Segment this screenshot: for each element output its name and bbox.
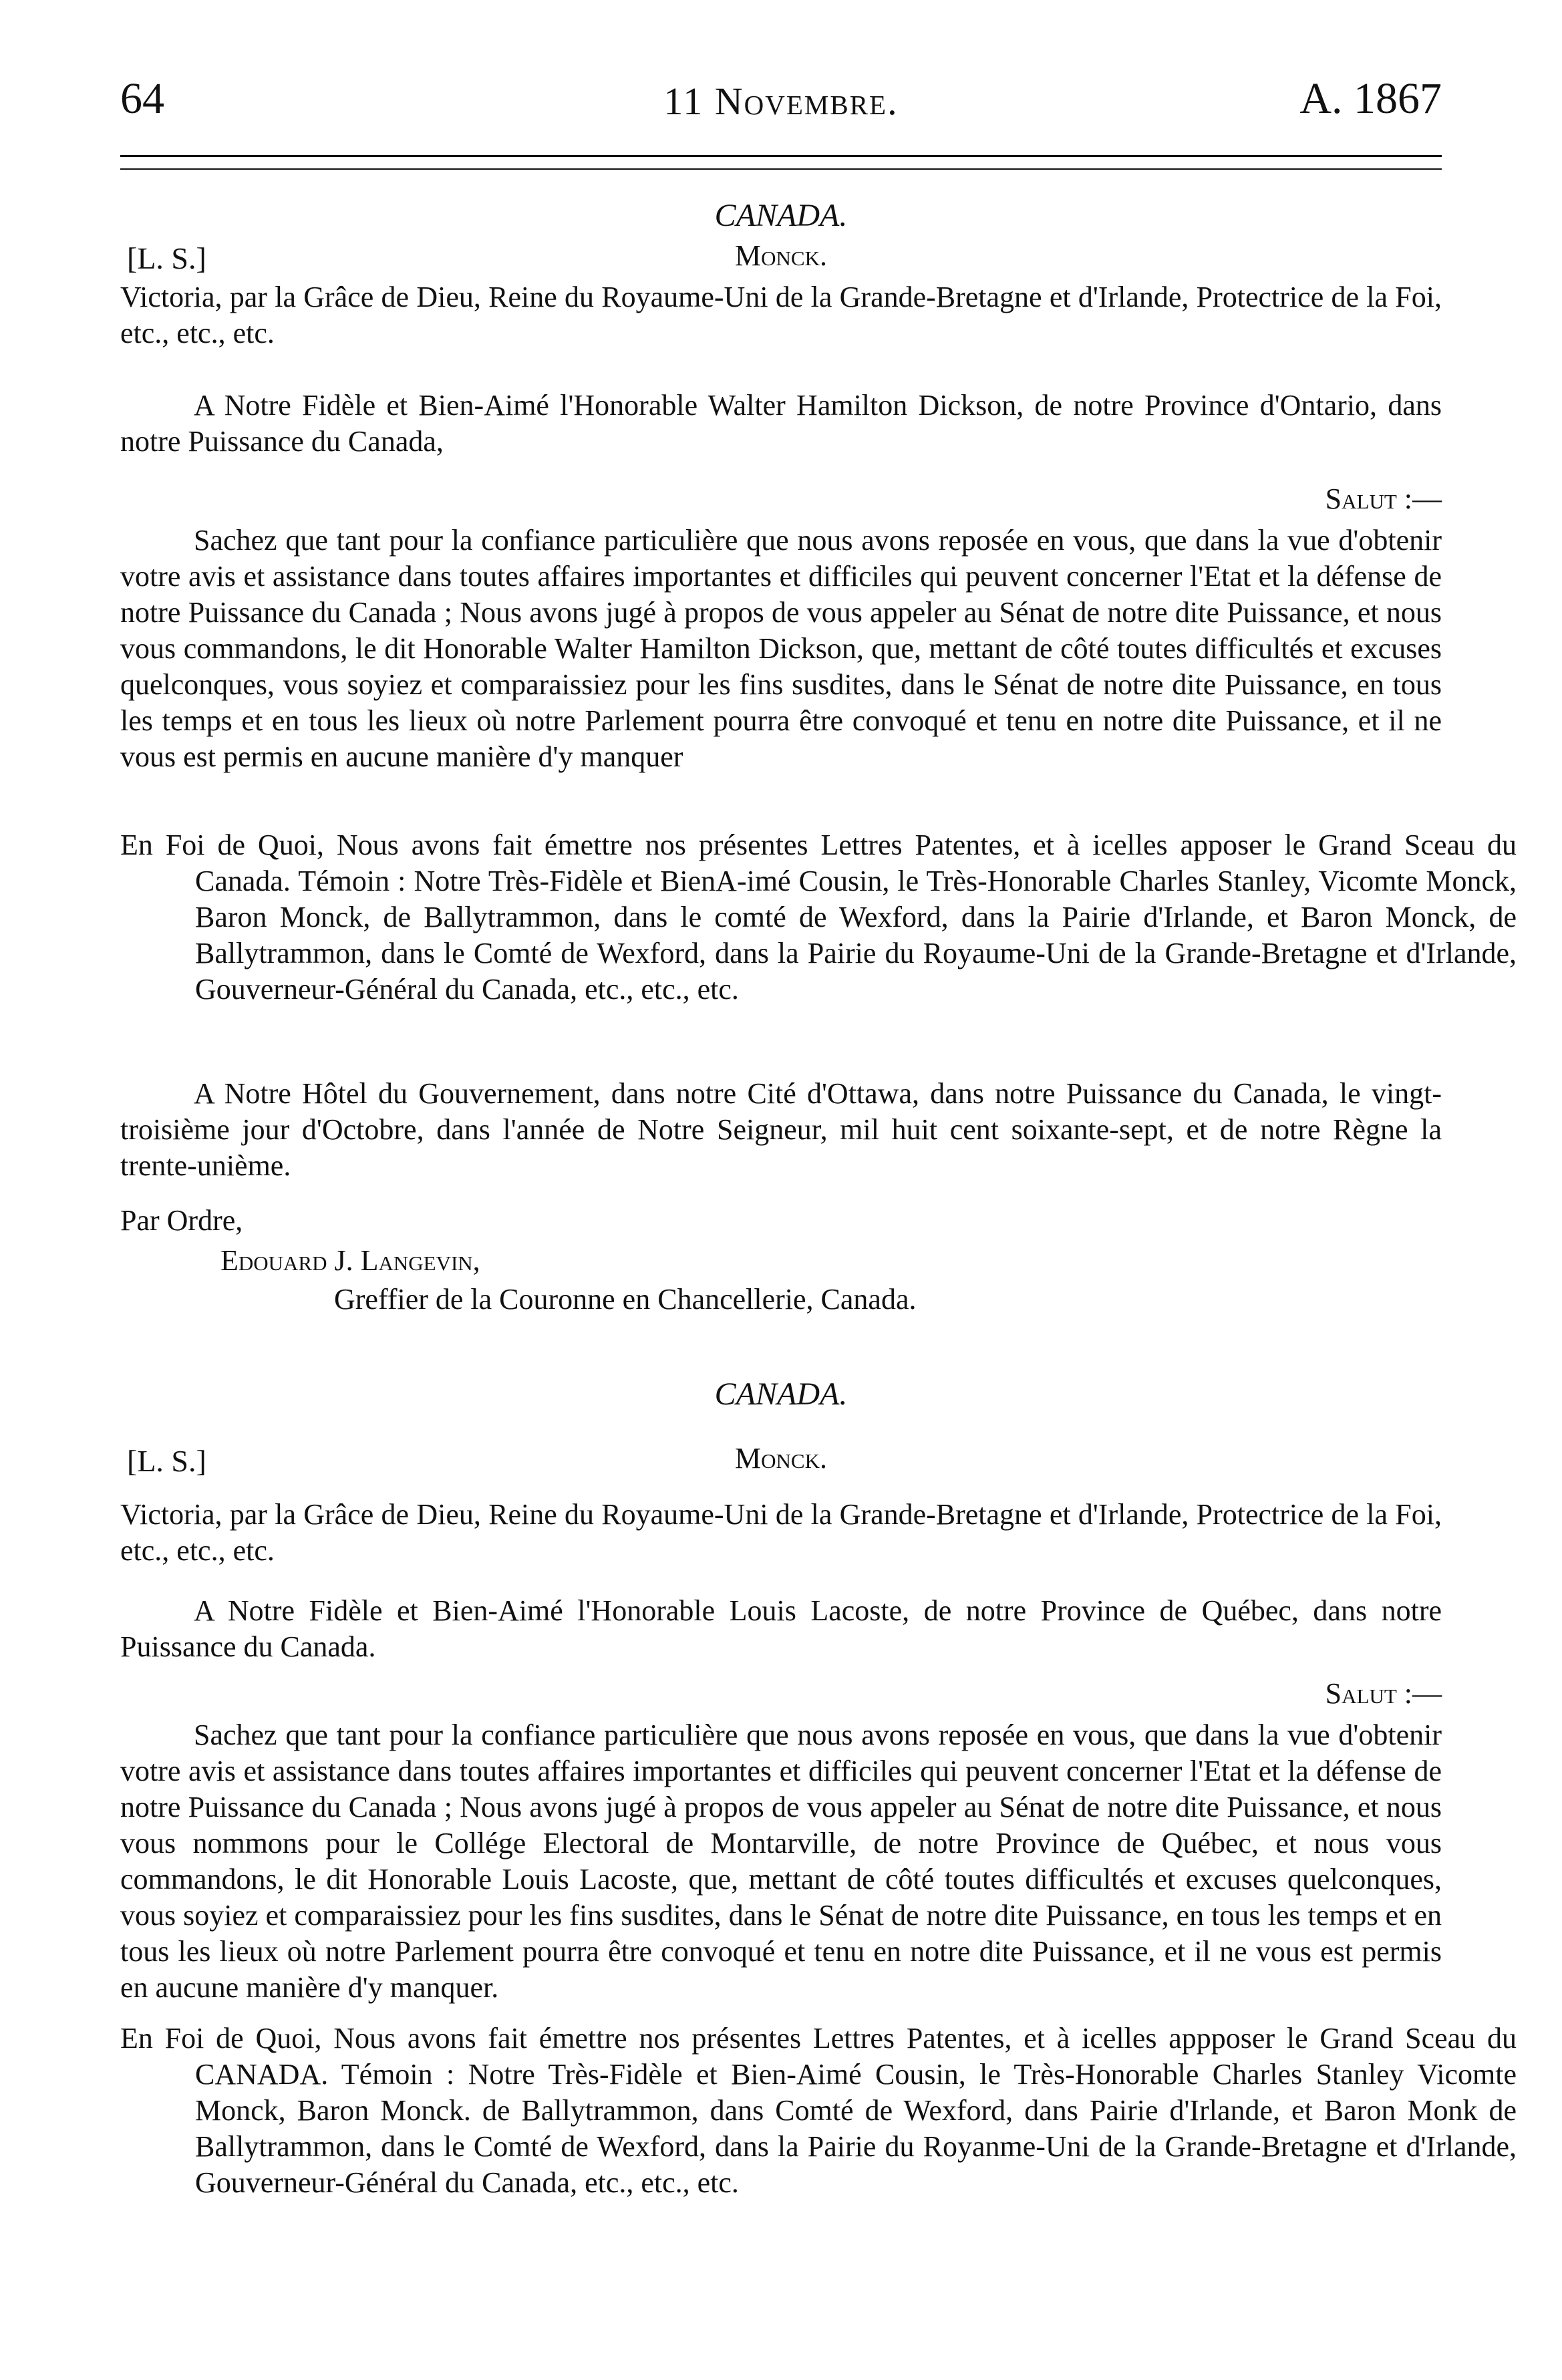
page-number: 64 (120, 74, 164, 123)
proclamation1-country: CANADA. (714, 198, 848, 233)
proclamation1-victoria: Victoria, par la Grâce de Dieu, Reine du Royaume-Uni de la Grande-Bretagne et d'Irlande, Protectrice de la Foi, etc., etc., etc. (120, 281, 1442, 349)
proclamation1-body: Sachez que tant pour la confiance particulière que nous avons reposée en vous, que dans la vue d'obtenir votre avis et assistance dans toutes affaires importantes et difficiles qui peuvent concerner l'Etat et la défense de notre Puissance du Canada ; Nous avons jugé à propos de vous appeler au Sénat de notre dite Puissance, et nous vous commandons, le dit Honorable Walter Hamilton Dickson, que, mettant de côté toutes difficultés et excuses quelconques, vous soyiez et comparaissiez pour les fins susdites, dans le Sénat de notre dite Puissance, en tous les temps et en tous les lieux où notre Parlement pourra être convoqué et tenu en notre dite Puissance, et il ne vous est permis en aucune manière d'y manquer (120, 524, 1442, 773)
proclamation1-governor: Monck. (735, 239, 827, 272)
proclamation2-salut: Salut :— (1325, 1677, 1442, 1710)
proclamation1-hotel: A Notre Hôtel du Gouvernement, dans notre Cité d'Ottawa, dans notre Puissance du Canada, le vingt-troisième jour d'Octobre, dans l'année de Notre Seigneur, mil huit cent soixante-sept, et de notre Règne la trente-unième. (120, 1077, 1442, 1182)
proclamation1-address: A Notre Fidèle et Bien-Aimé l'Honorable Walter Hamilton Dickson, de notre Province d'Ontario, dans notre Puissance du Canada, (120, 389, 1442, 458)
header-rule-top (120, 155, 1442, 157)
proclamation1-signer-title: Greffier de la Couronne en Chancellerie, Canada. (334, 1283, 917, 1316)
proclamation1-seal: [L. S.] (127, 241, 206, 275)
header-rule-bottom (120, 168, 1442, 170)
proclamation2-victoria: Victoria, par la Grâce de Dieu, Reine du Royaume-Uni de la Grande-Bretagne et d'Irlande, Protectrice de la Foi, etc., etc., etc. (120, 1498, 1442, 1567)
page-header (114, 73, 1448, 134)
proclamation2-country: CANADA. (714, 1376, 848, 1412)
header-year: A. 1867 (1299, 74, 1442, 123)
proclamation2-body: Sachez que tant pour la confiance particulière que nous avons reposée en vous, que dans la vue d'obtenir votre avis et assistance dans toutes affaires importantes et difficiles qui peuvent concerner l'Etat et la défense de notre Puissance du Canada ; Nous avons jugé à propos de vous appeler au Sénat de notre dite Puissance, et nous vous nommons pour le Collége Electoral de Montarville, de notre Province de Québec, et nous vous commandons, le dit Honorable Louis Lacoste, que, mettant de côté toutes difficultés et excuses quelconques, vous soyiez et comparaissiez pour les fins susdites, dans le Sénat de notre dite Puissance, en tous les temps et en tous les lieux où notre Parlement pourra être convoqué et tenu en notre dite Puissance, et il ne vous est permis en aucune manière d'y manquer. (120, 1719, 1442, 2004)
header-date: 11 Novembre. (663, 80, 899, 123)
proclamation2-governor: Monck. (735, 1442, 827, 1475)
proclamation1-salut: Salut :— (1325, 482, 1442, 515)
proclamation2-address: A Notre Fidèle et Bien-Aimé l'Honorable Louis Lacoste, de notre Province de Québec, dans notre Puissance du Canada. (120, 1594, 1442, 1663)
proclamation2-witness: En Foi de Quoi, Nous avons fait émettre nos présentes Lettres Patentes, et à icelles appposer le Grand Sceau du CANADA. Témoin : Notre Très-Fidèle et Bien-Aimé Cousin, le Très-Honorable Charles Stanley Vicomte Monck, Baron Monck. de Ballytrammon, dans Comté de Wexford, dans Pairie d'Irlande, et Baron Monk de Ballytrammon, dans le Comté de Wexford, dans la Pairie du Royanme-Uni de la Grande-Bretagne et d'Irlande, Gouverneur-Général du Canada, etc., etc., etc. (120, 2022, 1517, 2199)
proclamation1-witness: En Foi de Quoi, Nous avons fait émettre nos présentes Lettres Patentes, et à icelles apposer le Grand Sceau du Canada. Témoin : Notre Très-Fidèle et BienA-imé Cousin, le Très-Honorable Charles Stanley, Vicomte Monck, Baron Monck, de Ballytrammon, dans le comté de Wexford, dans la Pairie d'Irlande, et Baron Monck, de Ballytrammon, dans le Comté de Wexford, dans la Pairie du Royaume-Uni de la Grande-Bretagne et d'Irlande, Gouverneur-Général du Canada, etc., etc., etc. (120, 829, 1517, 1006)
proclamation2-seal: [L. S.] (127, 1444, 206, 1478)
proclamation1-par-ordre: Par Ordre, (120, 1204, 243, 1237)
proclamation1-signer: Edouard J. Langevin, (220, 1244, 480, 1277)
